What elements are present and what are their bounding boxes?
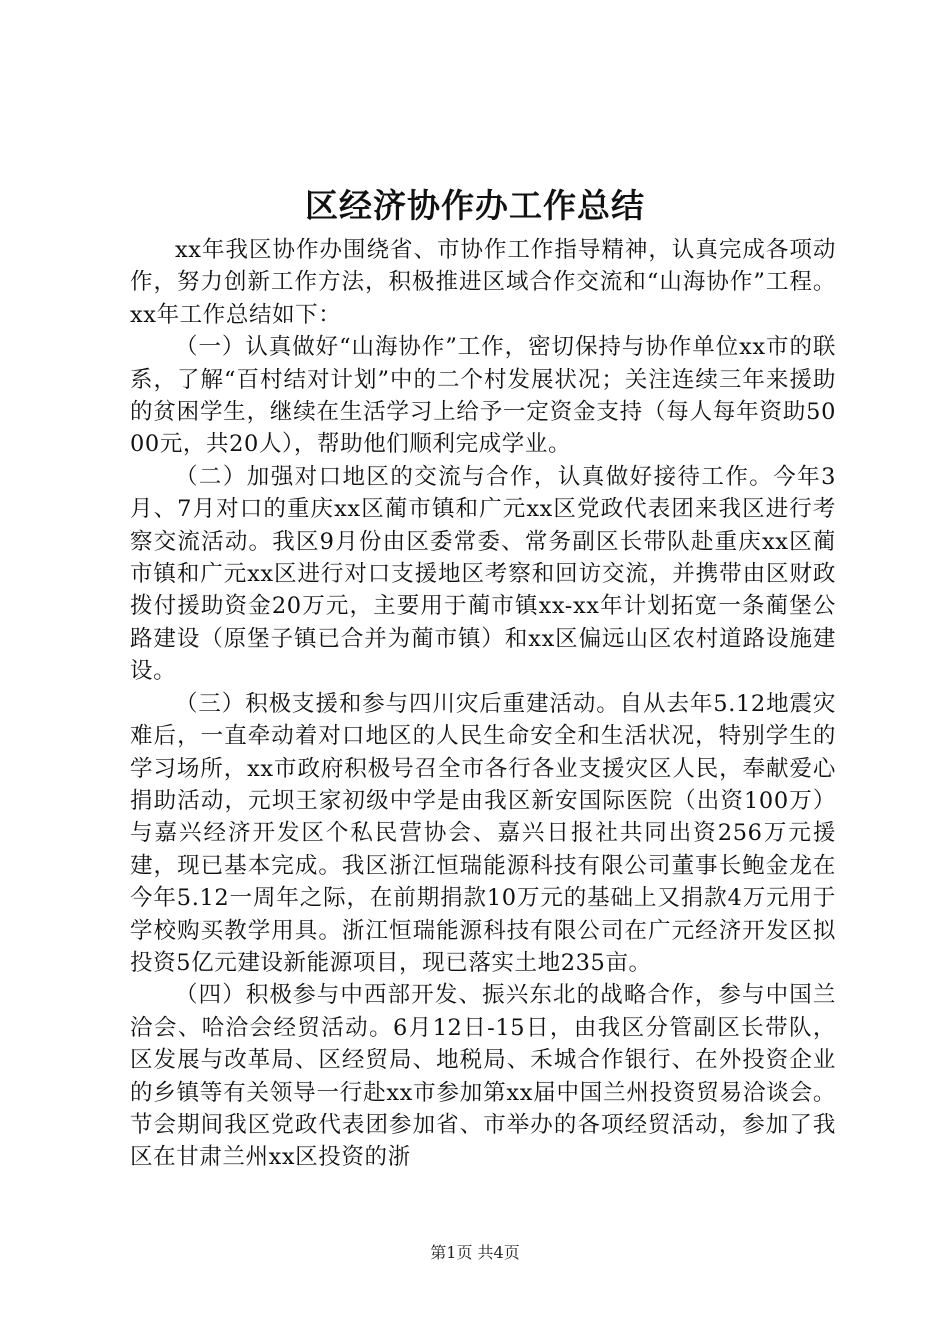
- paragraph-section-3: （三）积极支援和参与四川灾后重建活动。自从去年5.12地震灾难后，一直牵动着对口地区的人民生命安全和生活状况，特别学生的学习场所，xx市政府积极号召全市各行各业支援灾区人民，奉献爱心捐助活动，元坝王家初级中学是由我区新安国际医院（出资100万）与嘉兴经济开发区个私民营协会、嘉兴日报社共同出资256万元援建，现已基本完成。我区浙江恒瑞能源科技有限公司董事长鲍金龙在今年5.12一周年之际，在前期捐款10万元的基础上又捐款4万元用于学校购买教学用具。浙江恒瑞能源科技有限公司在广元经济开发区拟投资5亿元建设新能源项目，现已落实土地235亩。: [130, 690, 836, 976]
- document-body: [130, 234, 836, 1174]
- paragraph-section-2: （二）加强对口地区的交流与合作，认真做好接待工作。今年3月、7月对口的重庆xx区蔺市镇和广元xx区党政代表团来我区进行考察交流活动。我区9月份由区委常委、常务副区长带队赴重庆xx区蔺市镇和广元xx区进行对口支援地区考察和回访交流，并携带由区财政拨付援助资金20万元，主要用于蔺市镇xx-xx年计划拓宽一条蔺堡公路建设（原堡子镇已合并为蔺市镇）和xx区偏远山区农村道路设施建设。: [130, 463, 836, 685]
- paragraph-section-4: （四）积极参与中西部开发、振兴东北的战略合作，参与中国兰洽会、哈洽会经贸活动。6月12日-15日，由我区分管副区长带队，区发展与改革局、区经贸局、地税局、禾城合作银行、在外投资企业的乡镇等有关领导一行赴xx市参加第xx届中国兰州投资贸易洽谈会。节会期间我区党政代表团参加省、市举办的各项经贸活动，参加了我区在甘肃兰州xx区投资的浙: [130, 982, 836, 1171]
- paragraph-section-1: （一）认真做好“山海协作”工作，密切保持与协作单位xx市的联系，了解“百村结对计划”中的二个村发展状况；关注连续三年来援助的贫困学生，继续在生活学习上给予一定资金支持（每人每年资助5000元，共20人），帮助他们顺利完成学业。: [130, 334, 836, 458]
- paragraph-intro: xx年我区协作办围绕省、市协作工作指导精神，认真完成各项动作，努力创新工作方法，积极推进区域合作交流和“山海协作”工程。xx年工作总结如下：: [130, 237, 836, 328]
- document-title: 区经济协作办工作总结: [305, 186, 645, 225]
- page-number-footer: 第1页 共4页: [430, 1243, 520, 1262]
